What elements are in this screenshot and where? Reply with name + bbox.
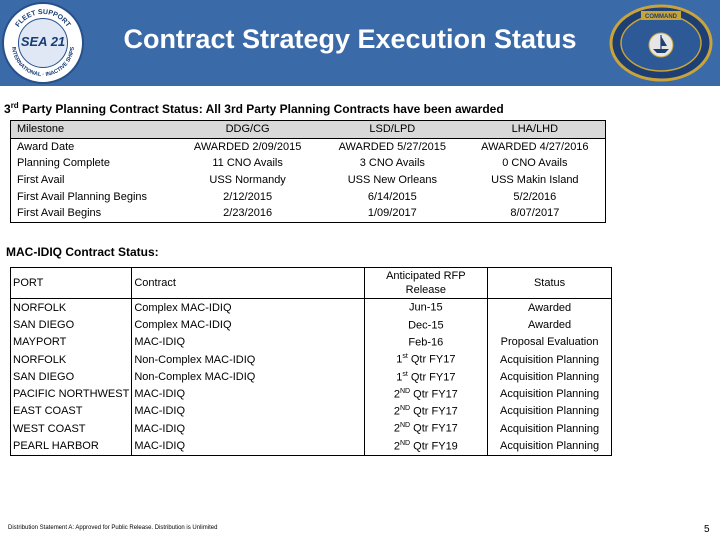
mac-idiq-table — [10, 267, 612, 456]
cell-port: PACIFIC NORTHWEST — [11, 385, 132, 402]
cell-port: SAN DIEGO — [11, 368, 132, 385]
cell-rfp-release — [364, 316, 488, 333]
rfp-quarter: Qtr FY17 — [407, 353, 456, 366]
rfp-quarter: Qtr FY17 — [410, 388, 458, 401]
cell-rfp-release — [364, 299, 488, 317]
cell-rfp-release — [364, 351, 488, 368]
cell-ddg-cg: USS Normandy — [209, 174, 286, 187]
rfp-value: Dec-15 — [408, 319, 444, 332]
header-ddg-cg: DDG/CG — [175, 121, 320, 139]
rfp-ordinal: ND — [400, 422, 411, 430]
table-header-row — [11, 268, 612, 299]
rfp-ordinal: ND — [400, 405, 411, 413]
cell-lsd-lpd: USS New Orleans — [347, 174, 437, 187]
header-lha-lhd: LHA/LHD — [465, 121, 606, 139]
cell-contract: Non-Complex MAC-IDIQ — [132, 351, 364, 368]
table-row — [11, 155, 606, 172]
table-row — [11, 172, 606, 189]
cell-ddg-cg: 2/12/2015 — [223, 190, 273, 203]
cell-lha-lhd: USS Makin Island — [465, 172, 606, 189]
rfp-ordinal: st — [402, 353, 408, 361]
cell-status: Acquisition Planning — [500, 353, 600, 366]
table-row — [11, 368, 612, 385]
cell-port: NORFOLK — [11, 351, 132, 368]
rfp-value: Jun-15 — [409, 301, 443, 314]
page-number: 5 — [704, 524, 710, 535]
table-row — [11, 316, 612, 333]
rfp-value: 2 — [393, 423, 400, 436]
cell-contract: Complex MAC-IDIQ — [132, 299, 364, 317]
sea21-logo — [2, 2, 84, 84]
rfp-value: 1 — [396, 353, 403, 366]
cell-contract: MAC-IDIQ — [132, 385, 364, 402]
cell-port: NORFOLK — [11, 299, 132, 317]
cell-rfp-release — [364, 420, 488, 437]
table-row — [11, 403, 612, 420]
cell-lsd-lpd: 1/09/2017 — [320, 205, 465, 222]
table-row — [11, 420, 612, 437]
table-row — [11, 205, 606, 222]
rfp-ordinal: ND — [400, 439, 411, 447]
cell-port: WEST COAST — [11, 420, 132, 437]
cell-rfp-release — [364, 437, 488, 455]
header-banner — [0, 0, 720, 86]
cell-status: Acquisition Planning — [500, 440, 600, 453]
cell-lsd-lpd: 6/14/2015 — [367, 190, 417, 203]
section2-title: MAC-IDIQ Contract Status: — [6, 245, 159, 259]
cell-status: Awarded — [527, 301, 572, 314]
table-row — [11, 351, 612, 368]
cell-port: EAST COAST — [11, 403, 132, 420]
cell-rfp-release — [364, 334, 488, 351]
rfp-value: 2 — [393, 440, 400, 453]
rfp-quarter: Qtr FY17 — [410, 423, 458, 436]
cell-status: Acquisition Planning — [500, 422, 600, 435]
rfp-quarter: Qtr FY17 — [407, 371, 456, 384]
cell-lha-lhd: 5/2/2016 — [465, 188, 606, 205]
logo-sea21-text: SEA 21 — [20, 34, 66, 49]
cell-status: Acquisition Planning — [500, 405, 600, 418]
table-row — [11, 437, 612, 455]
table-row — [11, 299, 612, 317]
rfp-value: 2 — [393, 388, 400, 401]
table-header-row — [11, 121, 606, 139]
rfp-ordinal: st — [402, 370, 408, 378]
cell-rfp-release — [364, 403, 488, 420]
header-lsd-lpd: LSD/LPD — [320, 121, 465, 139]
cell-status: Acquisition Planning — [500, 370, 600, 383]
rfp-value: Feb-16 — [408, 336, 444, 349]
seal-label: COMMAND — [645, 14, 677, 20]
cell-lha-lhd: 8/07/2017 — [465, 205, 606, 222]
header-contract: Contract — [132, 268, 364, 299]
cell-contract: MAC-IDIQ — [132, 420, 364, 437]
cell-port: SAN DIEGO — [11, 316, 132, 333]
rfp-quarter: Qtr FY17 — [410, 405, 458, 418]
header-port: PORT — [11, 268, 132, 299]
cell-contract: Complex MAC-IDIQ — [132, 316, 364, 333]
cell-ddg-cg: 2/23/2016 — [175, 205, 320, 222]
page-title: Contract Strategy Execution Status — [123, 24, 577, 54]
cell-milestone: First Avail Begins — [11, 205, 176, 222]
header-milestone: Milestone — [11, 121, 176, 139]
cell-contract: MAC-IDIQ — [132, 403, 364, 420]
cell-milestone: Award Date — [11, 138, 176, 155]
header-rfp-release: Anticipated RFP Release — [364, 268, 488, 299]
cell-contract: MAC-IDIQ — [132, 334, 364, 351]
cell-lha-lhd: 0 CNO Avails — [465, 155, 606, 172]
distribution-statement: Distribution Statement A: Approved for Public Release. Distribution is Unlimited — [8, 525, 218, 531]
cell-ddg-cg: 11 CNO Avails — [212, 157, 283, 170]
cell-status: Proposal Evaluation — [500, 336, 599, 349]
table-row — [11, 334, 612, 351]
cell-status: Acquisition Planning — [500, 388, 600, 401]
cell-status: Awarded — [527, 318, 572, 331]
rfp-value: 2 — [393, 405, 400, 418]
planning-contract-table — [10, 120, 606, 223]
rfp-value: 1 — [396, 371, 403, 384]
cell-port: PEARL HARBOR — [11, 437, 132, 455]
cell-contract: MAC-IDIQ — [132, 437, 364, 455]
cell-lsd-lpd: AWARDED 5/27/2015 — [338, 140, 447, 153]
cell-rfp-release — [364, 385, 488, 402]
cell-lha-lhd: AWARDED 4/27/2016 — [465, 138, 606, 155]
cell-ddg-cg: AWARDED 2/09/2015 — [193, 140, 302, 153]
cell-lsd-lpd: 3 CNO Avails — [359, 157, 425, 170]
rfp-quarter: Qtr FY19 — [410, 440, 458, 453]
cell-milestone: First Avail Planning Begins — [11, 188, 176, 205]
cell-milestone: Planning Complete — [11, 155, 176, 172]
cell-rfp-release — [364, 368, 488, 385]
table-row — [11, 188, 606, 205]
cell-port: MAYPORT — [11, 334, 132, 351]
logo-top-text: FLEET SUPPORT — [14, 8, 72, 29]
table-row — [11, 138, 606, 155]
logo-bottom-text: INTERNATIONAL · INACTIVE SHIPS — [10, 46, 76, 79]
command-seal-logo — [608, 3, 714, 83]
rfp-ordinal: ND — [400, 387, 411, 395]
cell-milestone: First Avail — [11, 172, 176, 189]
header-status: Status — [488, 268, 612, 299]
table-row — [11, 385, 612, 402]
cell-contract: Non-Complex MAC-IDIQ — [132, 368, 364, 385]
section1-title: 3rd Party Planning Contract Status: All 3rd Party Planning Contracts have been awarded — [4, 101, 504, 116]
